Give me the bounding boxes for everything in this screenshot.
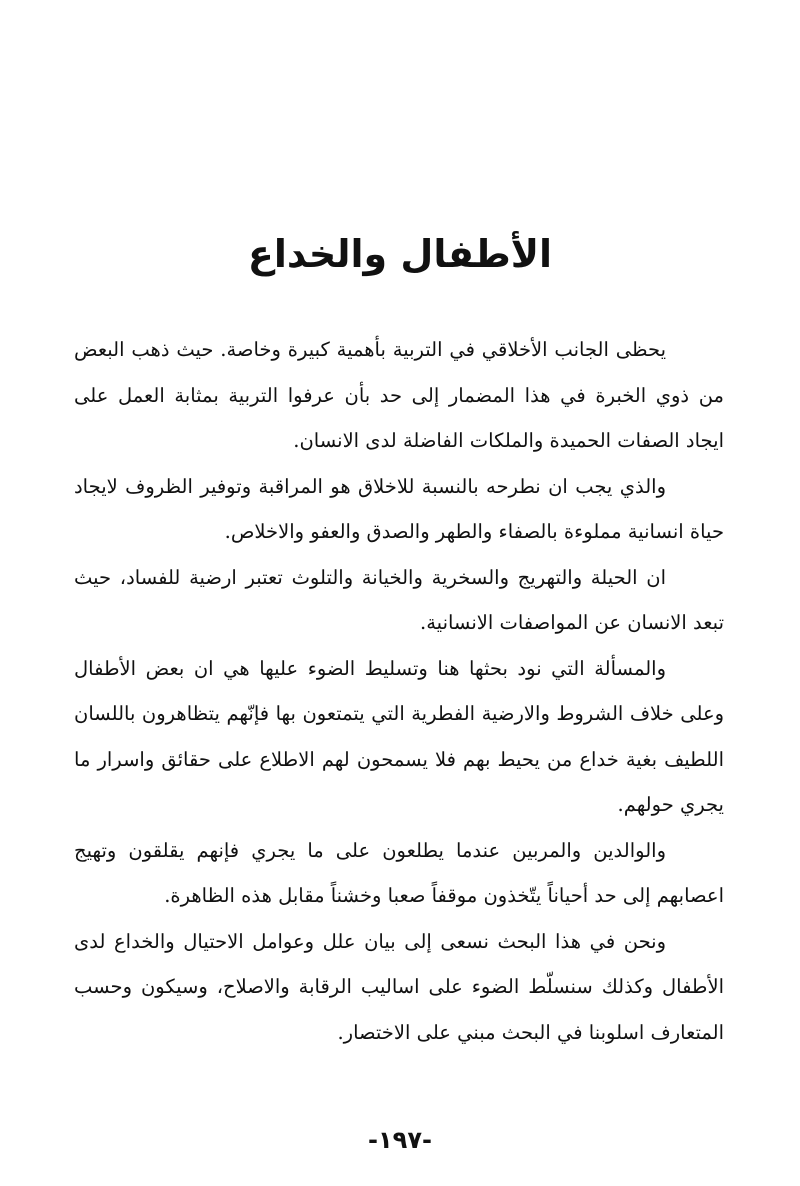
paragraph-4: والمسألة التي نود بحثها هنا وتسليط الضوء عليها هي ان بعض الأطفال وعلى خلاف الشروط والارضية الفطرية التي يتمتعون بها فإنّهم يتظاهرون باللسان اللطيف بغية خداع من يحيط بهم فلا يسمحون لهم الاطلاع على حقائق واسرار ما يجري حولهم. xyxy=(74,656,724,816)
body-text xyxy=(74,327,724,1055)
page-number: -١٩٧- xyxy=(368,1126,432,1154)
page-title: الأطفال والخداع xyxy=(247,232,553,276)
paragraph-1: يحظى الجانب الأخلاقي في التربية بأهمية كبيرة وخاصة. حيث ذهب البعض من ذوي الخبرة في هذا المضمار إلى حد بأن عرفوا التربية بمثابة العمل على ايجاد الصفات الحميدة والملكات الفاضلة لدى الانسان. xyxy=(74,338,724,452)
paragraph-3: ان الحيلة والتهريج والسخرية والخيانة والتلوث تعتبر ارضية للفساد، حيث تبعد الانسان عن المواصفات الانسانية. xyxy=(74,565,724,634)
paragraph-6: ونحن في هذا البحث نسعى إلى بيان علل وعوامل الاحتيال والخداع لدى الأطفال وكذلك سنسلّط الضوء على اساليب الرقابة والاصلاح، وسيكون وحسب المتعارف اسلوبنا في البحث مبني على الاختصار. xyxy=(74,929,724,1044)
paragraph-2: والذي يجب ان نطرحه بالنسبة للاخلاق هو المراقبة وتوفير الظروف لايجاد حياة انسانية مملوءة بالصفاء والطهر والصدق والعفو والاخلاص. xyxy=(74,474,724,543)
paragraph-5: والوالدين والمربين عندما يطلعون على ما يجري فإنهم يقلقون وتهيج اعصابهم إلى حد أحياناً يتّخذون موقفاً صعبا وخشناً مقابل هذه الظاهرة. xyxy=(74,838,724,907)
